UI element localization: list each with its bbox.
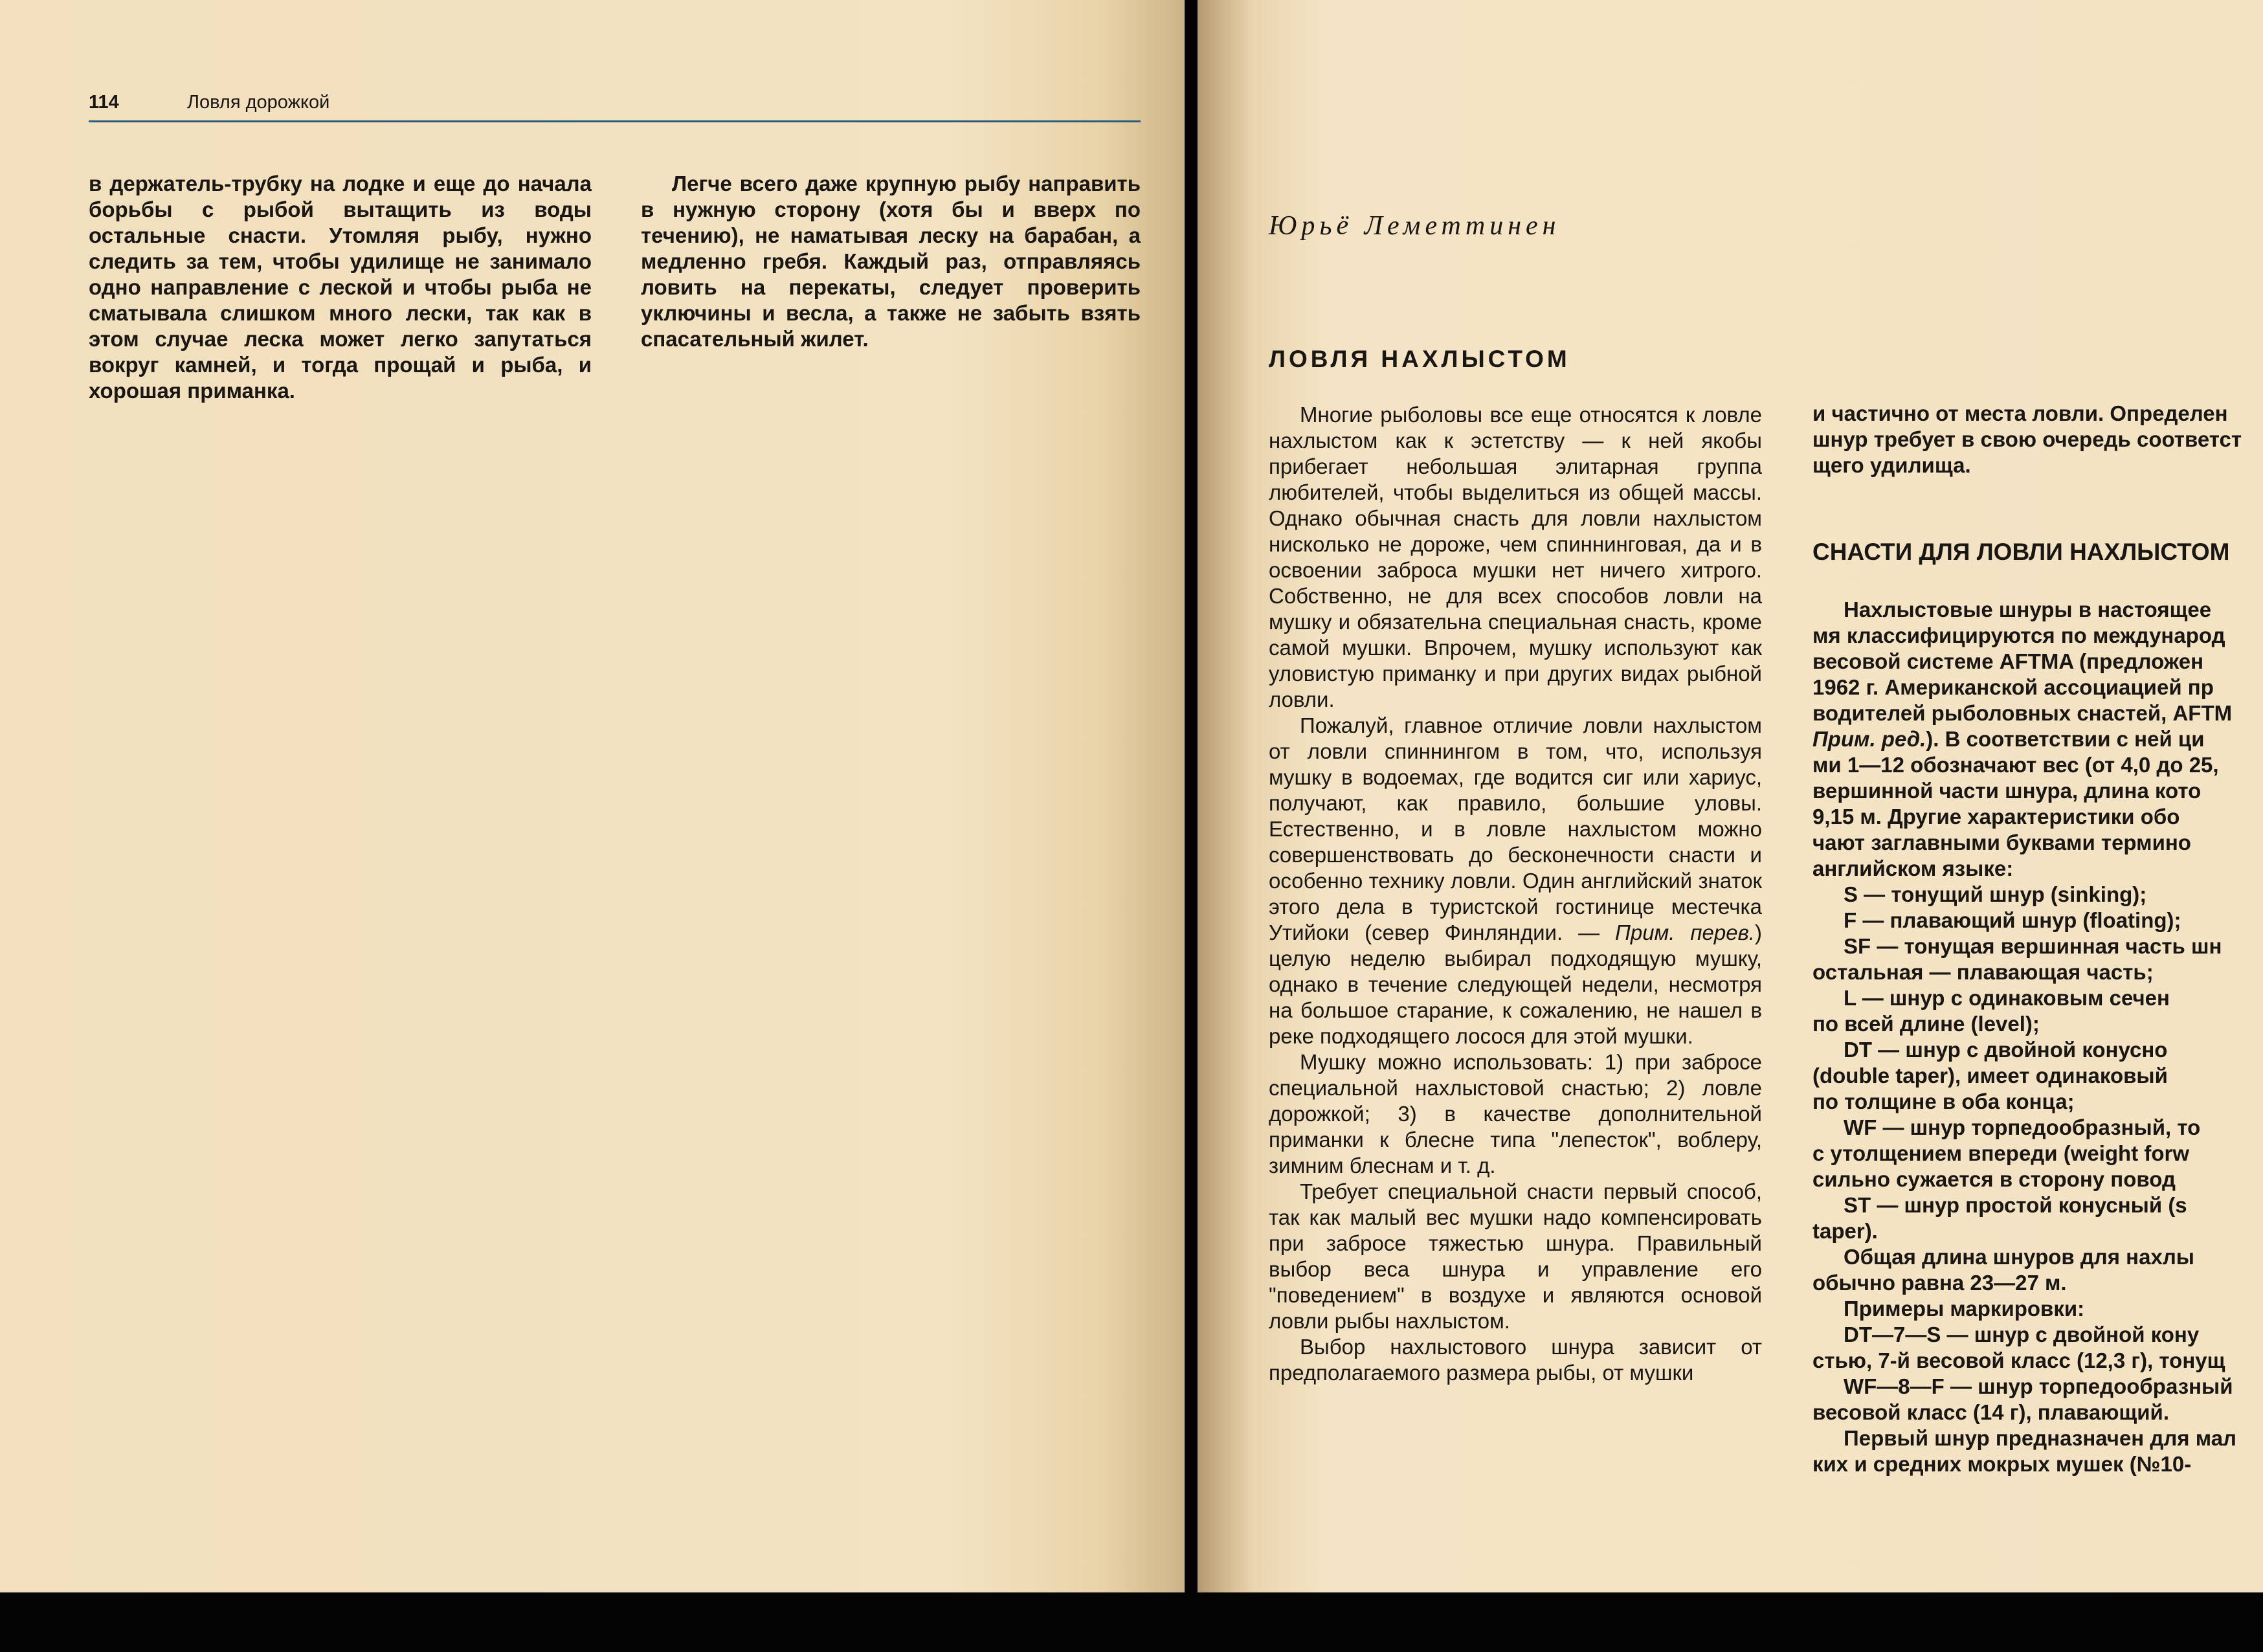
page-number: 114	[89, 92, 119, 113]
text-line: 1962 г. Американской ассоциацией пр	[1812, 675, 2214, 699]
right-text-column-2	[1812, 401, 2263, 478]
page-header	[89, 92, 1141, 122]
text-line: весовой системе AFTMA (предложен	[1812, 649, 2204, 673]
paragraph: Требует специальной снасти первый способ, так как малый вес мушки надо компенсировать при забросе тяжестью шнура. Правильный выбор веса шнура и управление его "поведением" в воздухе и являются основой ловли рыбы нахлыстом.	[1269, 1179, 1762, 1333]
text-line: по толщине в оба конца;	[1812, 1089, 2075, 1113]
paragraph: Многие рыболовы все еще относятся к ловле нахлыстом как к эстетству — к ней якобы прибегает небольшая элитарная группа любителей, чтобы выделиться из общей массы. Однако обычная снасть для ловли нахлыстом нисколько не дороже, чем спиннинговая, да и в освоении заброса мушки нет ничего хитрого. Собственно, не для всех способов ловли на мушку и обязательна специальная снасть, кроме самой мушки. Впрочем, мушку используют как уловистую приманку и при других видах рыбной ловли.	[1269, 403, 1762, 711]
text-line: Нахлыстовые шнуры в настоящее	[1844, 597, 2212, 621]
text-line: ми 1—12 обозначают вес (от 4,0 до 25,	[1812, 753, 2219, 777]
text-line: Прим. ред.). В соответствии с ней ци	[1812, 727, 2205, 751]
text-line: Примеры маркировки:	[1844, 1297, 2085, 1321]
right-text-column-3	[1812, 597, 2263, 1477]
paragraph: в держатель-трубку на лодке и еще до начала борьбы с рыбой вытащить из воды остальные снасти. Утомляя рыбу, нужно следить за тем, чтобы удилище не занимало одно направление с леской и чтобы рыба не сматывала слишком много лески, так как в этом случае леска может легко запутаться вокруг камней, и тогда прощай и рыба, и хорошая приманка.	[89, 172, 592, 403]
text-line: весовой класс (14 г), плавающий.	[1812, 1400, 2170, 1424]
editor-note: Прим. перев.	[1615, 921, 1755, 944]
editor-note: Прим. ред.	[1812, 727, 1926, 751]
text-line: DT — шнур с двойной конусно	[1844, 1038, 2168, 1062]
text-line: водителей рыболовных снастей, AFTM	[1812, 701, 2233, 725]
text-line: F — плавающий шнур (floating);	[1844, 908, 2181, 932]
text-line: Общая длина шнуров для нахлы	[1844, 1245, 2194, 1269]
left-text-column-2	[641, 171, 1141, 352]
text-line: WF—8—F — шнур торпедообразный	[1844, 1374, 2233, 1398]
text-line: (double taper), имеет одинаковый	[1812, 1064, 2168, 1088]
text-line: Первый шнур предназначен для мал	[1844, 1426, 2237, 1450]
text-line: вершинной части шнура, длина кото	[1812, 779, 2202, 803]
text-line: ких и средних мокрых мушек (№10-	[1812, 1452, 2192, 1476]
text-line: стью, 7-й весовой класс (12,3 г), тонущ	[1812, 1348, 2225, 1372]
paragraph: Легче всего даже крупную рыбу направить в нужную сторону (хотя бы и вверх по течению), не наматывая леску на барабан, а медленно гребя. Каждый раз, отправляясь ловить на перекаты, следует проверить уключины и весла, а также не забыть взять спасательный жилет.	[641, 172, 1141, 351]
text-line: S — тонущий шнур (sinking);	[1844, 882, 2147, 906]
text-line: с утолщением впереди (weight forw	[1812, 1141, 2190, 1165]
text-line: чают заглавными буквами термино	[1812, 831, 2191, 854]
text-line: 9,15 м. Другие характеристики обо	[1812, 805, 2180, 829]
chapter-title: ЛОВЛЯ НАХЛЫСТОМ	[1269, 346, 1570, 372]
paragraph: Выбор нахлыстового шнура зависит от предполагаемого размера рыбы, от мушки	[1269, 1335, 1762, 1385]
text-line: остальная — плавающая часть;	[1812, 960, 2154, 984]
running-title: Ловля дорожкой	[187, 92, 330, 113]
scan-border	[0, 1592, 2263, 1652]
text-line: WF — шнур торпедообразный, то	[1844, 1115, 2201, 1139]
left-text-column-1	[89, 171, 592, 404]
text-line: taper).	[1812, 1219, 1878, 1243]
text-line: щего удилища.	[1812, 453, 1971, 477]
text-line: сильно сужается в сторону повод	[1812, 1167, 2176, 1191]
paragraph: Мушку можно использовать: 1) при забросе специальной нахлыстовой снастью; 2) ловле дорожкой; 3) в качестве дополнительной приманки к блесне типа "лепесток", воблеру, зимним блеснам и т. д.	[1269, 1050, 1762, 1178]
text-line: и частично от места ловли. Определен	[1812, 401, 2228, 425]
text-line: мя классифицируются по международ	[1812, 623, 2225, 647]
right-text-column-1	[1269, 402, 1762, 1386]
text-line: шнур требует в свою очередь соответст	[1812, 427, 2242, 451]
text-line: английском языке:	[1812, 856, 2014, 880]
text-line: DT—7—S — шнур с двойной кону	[1844, 1323, 2200, 1346]
text-line: по всей длине (level);	[1812, 1012, 2040, 1036]
section-title: СНАСТИ ДЛЯ ЛОВЛИ НАХЛЫСТОМ	[1812, 539, 2230, 565]
paragraph: Пожалуй, главное отличие ловли нахлыстом от ловли спиннингом в том, что, используя мушку в водоемах, где водится сиг или хариус, получают, как правило, большие уловы. Естественно, и в ловле нахлыстом можно совершенствовать до бесконечности снасти и особенно технику ловли. Один английский знаток этого дела в туристской гостинице местечка Утийоки (север Финляндии. — Прим. перев.) целую неделю выбирал подходящую мушку, однако в течение следующей недели, несмотря на большое старание, к сожалению, не нашел в реке подходящего лосося для этой мушки.	[1269, 713, 1762, 1048]
text-line: ST — шнур простой конусный (s	[1844, 1193, 2187, 1217]
text-line: L — шнур с одинаковым сечен	[1844, 986, 2170, 1010]
text-line: обычно равна 23—27 м.	[1812, 1271, 2067, 1295]
author-name: Юрьё Леметтинен	[1269, 211, 1561, 241]
text-line: SF — тонущая вершинная часть шн	[1844, 934, 2222, 958]
book-gutter	[1185, 0, 1198, 1592]
